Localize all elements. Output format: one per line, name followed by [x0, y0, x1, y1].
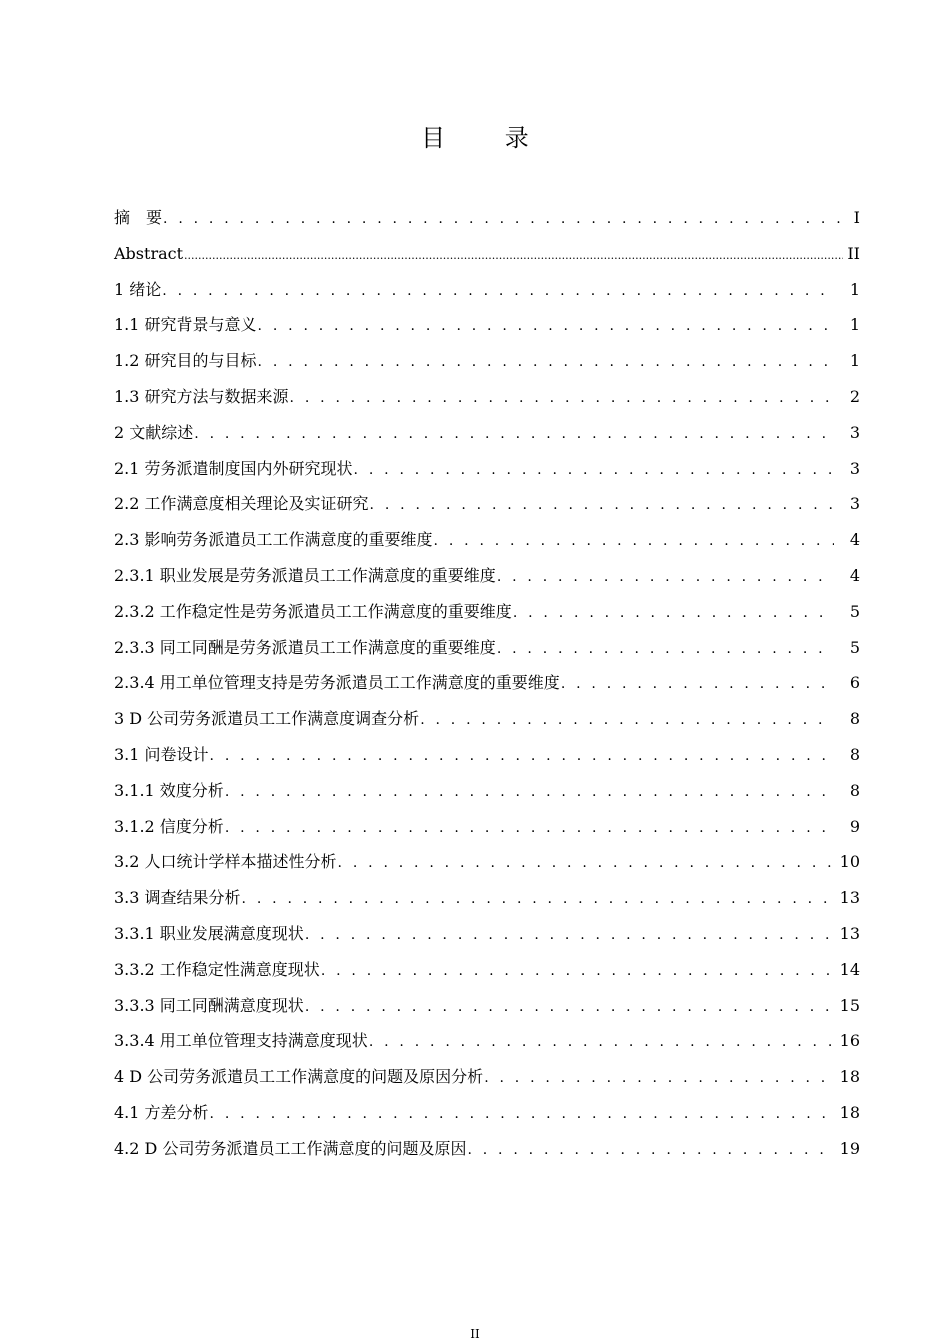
toc-entry-page: 16	[839, 1031, 860, 1051]
toc-entry-label: 3.1.2 信度分析	[114, 816, 224, 836]
toc-entry[interactable]	[114, 888, 860, 924]
toc-entry-page: 3	[849, 458, 860, 478]
toc-entry-label: 1.3 研究方法与数据来源	[114, 386, 289, 406]
toc-dot-leader	[258, 352, 834, 372]
toc-entry-label: 1.1 研究背景与意义	[114, 315, 257, 335]
toc-entry-label: 3.1 问卷设计	[114, 744, 209, 764]
toc-entry[interactable]	[114, 817, 860, 853]
toc-entry-page: 6	[849, 673, 860, 693]
toc-entry-page: 13	[839, 923, 860, 943]
toc-entry-label: 3.3.1 职业发展满意度现状	[114, 923, 304, 943]
toc-dot-leader	[370, 495, 834, 515]
toc-dot-leader	[290, 388, 834, 408]
toc-entry[interactable]	[114, 530, 860, 566]
toc-entry-page: 3	[849, 494, 860, 514]
page-number: II	[470, 1327, 480, 1341]
toc-dot-leader	[258, 316, 834, 336]
toc-entry-page: 5	[849, 601, 860, 621]
toc-entry-page: 15	[839, 995, 860, 1015]
toc-entry[interactable]	[114, 315, 860, 351]
toc-entry-label: 2 文献综述	[114, 422, 194, 442]
toc-entry-page: 2	[849, 386, 860, 406]
toc-entry[interactable]	[114, 602, 860, 638]
toc-entry-page: 13	[839, 888, 860, 908]
toc-entry-abstract-en[interactable]	[114, 244, 860, 280]
toc-entry-label: 3.2 人口统计学样本描述性分析	[114, 852, 337, 872]
toc-entry-page: 14	[839, 959, 860, 979]
toc-dot-leader	[163, 209, 850, 229]
toc-dot-leader	[321, 961, 834, 981]
toc-dot-leader	[354, 460, 834, 480]
toc-entry[interactable]	[114, 459, 860, 495]
toc-entry-page: 3	[849, 422, 860, 442]
toc-dot-leader	[210, 746, 834, 766]
toc-entry-page: II	[847, 243, 860, 263]
toc-entry-page: I	[853, 208, 860, 227]
toc-entry[interactable]	[114, 709, 860, 745]
toc-dot-leader	[184, 246, 843, 266]
toc-entry-page: 10	[839, 852, 860, 872]
toc-entry-label: 3.3.2 工作稳定性满意度现状	[114, 959, 320, 979]
toc-entry-label: 摘 要	[114, 208, 163, 227]
toc-entry-label: 1 绪论	[114, 279, 162, 299]
toc-dot-leader	[513, 603, 834, 623]
toc-dot-leader	[467, 1140, 834, 1160]
toc-entry-label: 2.3.3 同工同酬是劳务派遣员工工作满意度的重要维度	[114, 637, 496, 657]
toc-dot-leader	[305, 925, 834, 945]
toc-entry[interactable]	[114, 673, 860, 709]
toc-entry-page: 4	[849, 530, 860, 550]
toc-dot-leader	[162, 281, 834, 301]
toc-dot-leader	[305, 997, 834, 1017]
toc-entry[interactable]	[114, 1031, 860, 1067]
toc-entry-label: 2.3.2 工作稳定性是劳务派遣员工工作满意度的重要维度	[114, 601, 512, 621]
toc-entry[interactable]	[114, 1139, 860, 1175]
toc-entry[interactable]	[114, 781, 860, 817]
toc-entry[interactable]	[114, 1103, 860, 1139]
toc-entry-label: 2.3.4 用工单位管理支持是劳务派遣员工工作满意度的重要维度	[114, 673, 560, 693]
toc-entry-label: 4.1 方差分析	[114, 1102, 209, 1122]
toc-entry-label: 4.2 D 公司劳务派遣员工工作满意度的问题及原因	[114, 1138, 467, 1158]
toc-dot-leader	[242, 889, 834, 909]
toc-entry-label: 1.2 研究目的与目标	[114, 351, 257, 371]
toc-dot-leader	[338, 853, 834, 873]
toc-entry-label: 3.3 调查结果分析	[114, 888, 241, 908]
toc-entry-page: 18	[839, 1102, 860, 1122]
toc-entry[interactable]	[114, 852, 860, 888]
toc-entry-label: 3.1.1 效度分析	[114, 780, 224, 800]
toc-dot-leader	[225, 782, 834, 802]
toc-entry-label: Abstract	[114, 243, 184, 263]
toc-dot-leader	[497, 567, 834, 587]
toc-entry-label: 3.3.4 用工单位管理支持满意度现状	[114, 1031, 368, 1051]
toc-entry[interactable]	[114, 745, 860, 781]
toc-dot-leader	[420, 710, 834, 730]
table-of-contents	[114, 208, 860, 1175]
page-title: 目 录	[421, 124, 555, 152]
toc-entry[interactable]	[114, 924, 860, 960]
toc-entry-page: 9	[849, 816, 860, 836]
toc-entry-page: 1	[849, 315, 860, 335]
toc-entry-page: 1	[849, 351, 860, 371]
toc-entry-page: 18	[839, 1067, 860, 1087]
toc-dot-leader	[484, 1068, 834, 1088]
toc-entry-label: 2.1 劳务派遣制度国内外研究现状	[114, 458, 353, 478]
toc-entry[interactable]	[114, 960, 860, 996]
toc-entry[interactable]	[114, 1067, 860, 1103]
toc-dot-leader	[369, 1032, 834, 1052]
toc-entry-label: 2.2 工作满意度相关理论及实证研究	[114, 494, 369, 514]
toc-dot-leader	[225, 818, 834, 838]
toc-entry-label: 4 D 公司劳务派遣员工工作满意度的问题及原因分析	[114, 1067, 484, 1087]
toc-entry-label: 2.3.1 职业发展是劳务派遣员工工作满意度的重要维度	[114, 565, 496, 585]
toc-entry-page: 4	[849, 565, 860, 585]
toc-entry-page: 8	[849, 780, 860, 800]
toc-entry[interactable]	[114, 423, 860, 459]
toc-dot-leader	[194, 424, 834, 444]
toc-entry[interactable]	[114, 494, 860, 530]
toc-dot-leader	[497, 639, 834, 659]
toc-entry[interactable]	[114, 638, 860, 674]
toc-entry-abstract-cn[interactable]	[114, 208, 860, 244]
toc-entry[interactable]	[114, 351, 860, 387]
toc-entry-page: 8	[849, 709, 860, 729]
toc-dot-leader	[434, 531, 834, 551]
toc-entry-page: 8	[849, 744, 860, 764]
toc-entry-label: 3 D 公司劳务派遣员工工作满意度调查分析	[114, 709, 420, 729]
toc-dot-leader	[561, 674, 834, 694]
toc-entry-page: 5	[849, 637, 860, 657]
toc-entry[interactable]	[114, 996, 860, 1032]
toc-entry[interactable]	[114, 280, 860, 316]
toc-entry[interactable]	[114, 387, 860, 423]
toc-entry-label: 3.3.3 同工同酬满意度现状	[114, 995, 304, 1015]
toc-entry-page: 1	[849, 279, 860, 299]
toc-dot-leader	[210, 1104, 834, 1124]
toc-entry-label: 2.3 影响劳务派遣员工工作满意度的重要维度	[114, 530, 433, 550]
toc-entry-page: 19	[839, 1138, 860, 1158]
toc-entry[interactable]	[114, 566, 860, 602]
